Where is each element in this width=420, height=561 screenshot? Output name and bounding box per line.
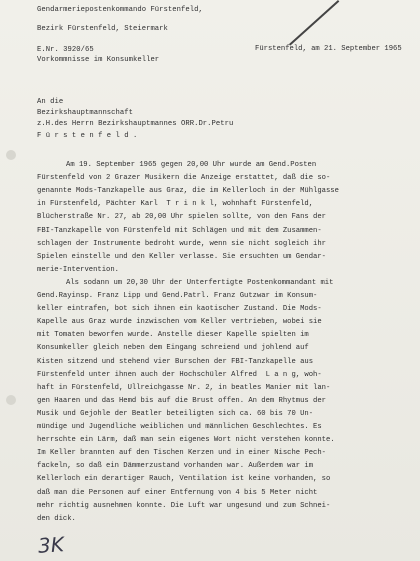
report-body-line: Gend.Rayinsp. Franz Lipp und Gend.Patrl. Franz Gutzwar im Konsum- <box>37 292 318 300</box>
punch-hole <box>6 150 16 160</box>
pen-stroke <box>289 0 339 46</box>
report-body-line: merie-Intervention. <box>37 265 119 274</box>
report-body-line: herrschte ein Lärm, daß man sein eigenes Wort nicht verstehen konnte. <box>37 436 335 445</box>
handwritten-annotation: 3K <box>37 532 65 558</box>
report-body-line: Als sodann um 20,30 Uhr der Unterfertigte Postenkommandant mit <box>66 278 334 287</box>
report-body-line: mündige und Jugendliche weiblichen und männlichen Geschlechtes. Es <box>37 423 322 431</box>
report-body-line: Konsumkeller gleich neben dem Eingang schreiend und johlend auf <box>37 344 309 353</box>
report-body-line: Am 19. September 1965 gegen 20,00 Uhr wurde am Gend.Posten <box>66 161 317 169</box>
report-body-line: Kapelle aus Graz wurde inzwischen vom Keller vertrieben, wobei sie <box>37 318 322 327</box>
recipient-line2: Bezirkshauptmannschaft <box>37 109 133 117</box>
report-body-line: gen Haaren und das Hemd bis auf die Brust offen. An dem Rhytmus der <box>37 396 326 405</box>
header-date: Fürstenfeld, am 21. September 1965 <box>255 45 402 53</box>
report-body-line: FBI-Tanzkapelle von Fürstenfeld mit Schlägen und mit dem Zusammen- <box>37 226 322 235</box>
report-body-line: den dick. <box>37 514 76 523</box>
recipient-city: F ü r s t e n f e l d . <box>37 132 138 140</box>
report-body-line: Fürstenfeld von 2 Grazer Musikern die Anzeige erstattet, daß die so- <box>37 174 331 183</box>
header-subject: Vorkommnisse im Konsumkeller <box>37 56 160 64</box>
report-body-line: mit Tomaten beworfen wurde. Anstelle dieser Kapelle spielten im <box>37 331 309 340</box>
report-body-line: schlagen der Instrumente bedroht wurde, wenn sie nicht sogleich ihr <box>37 239 326 248</box>
header-district: Bezirk Fürstenfeld, Steiermark <box>37 25 168 33</box>
report-body-line: Kisten sitzend und stehend vier Burschen der FBI-Tanzkapelle aus <box>37 357 314 366</box>
report-body-line: Spielen einstelle und den Keller verlasse. Sie ersuchten um Gendar- <box>37 252 326 261</box>
recipient-line1: An die <box>37 98 64 106</box>
report-body-line: in Fürstenfeld, Pächter Karl T r i n k l, wohnhaft Fürstenfeld, <box>37 200 314 209</box>
recipient-line3: z.H.des Herrn Bezirkshauptmannes ORR.Dr.Petru <box>37 120 234 128</box>
report-body-line: mehr richtig ausnehmen konnte. Die Luft war ungesund und zum Schnei- <box>37 501 331 510</box>
report-body-line: Blücherstraße Nr. 27, ab 20,00 Uhr spielen sollte, von den Fans der <box>37 213 326 222</box>
punch-hole <box>6 395 16 405</box>
report-body-line: genannte Mods-Tanzkapelle aus Graz, die im Kellerloch in der Mühlgasse <box>37 187 339 196</box>
report-body-line: Im Keller brannten auf den Tischen Kerzen und in einer Nische Pech- <box>37 449 326 458</box>
report-body-line: daß man die Personen auf einer Entfernung von 4 bis 5 Meter nicht <box>37 488 318 497</box>
report-body-line: Kellerloch ein derartiger Rauch, Ventilation ist keine vorhanden, so <box>37 475 331 484</box>
report-body-line: fackeln, so daß ein Dämmerzustand vorhanden war. Außerdem war im <box>37 462 314 471</box>
report-body-line: Musik und Gejohle der Beatler beteiligten sich ca. 60 bis 70 Un- <box>37 409 314 418</box>
report-body-line: haft in Fürstenfeld, Ullreichgasse Nr. 2, in beatles Manier mit lan- <box>37 383 331 392</box>
report-body-line: keller eintrafen, bot sich ihnen ein kaotischer Zustand. Die Mods- <box>37 305 322 314</box>
report-body-line: Fürstenfeld unter ihnen auch der Hochschüler Alfred L a n g, woh- <box>37 370 322 379</box>
header-file-number: E.Nr. 3920/65 <box>37 46 94 54</box>
header-office: Gendarmeriepostenkommando Fürstenfeld, <box>37 6 203 14</box>
